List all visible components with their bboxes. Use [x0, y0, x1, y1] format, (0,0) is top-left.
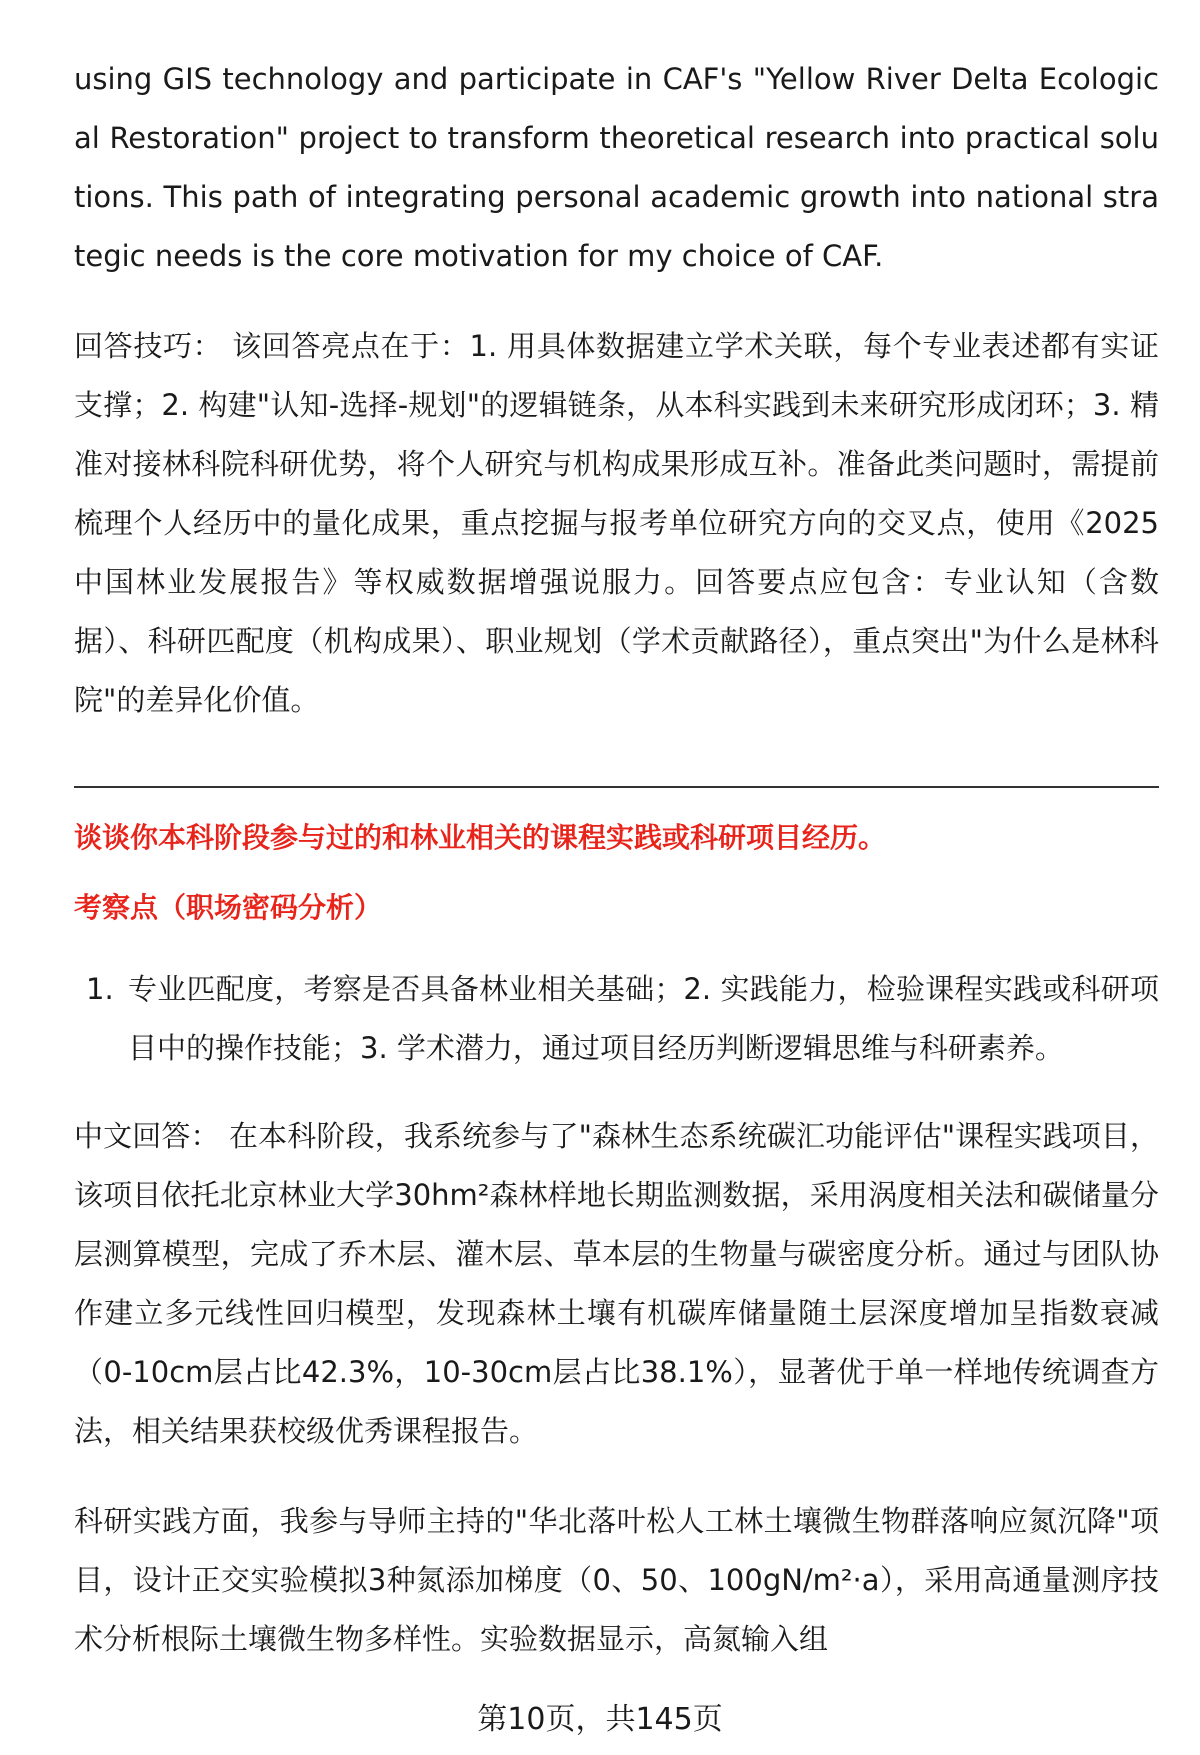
question-heading: 谈谈你本科阶段参与过的和林业相关的课程实践或科研项目经历。 [74, 821, 887, 854]
exam-point-number: 1. [86, 972, 114, 1006]
section-divider [74, 786, 1159, 788]
chinese-answer-paragraph: 中文回答： 在本科阶段，我系统参与了"森林生态系统碳汇功能评估"课程实践项目，该项目依托北京林业大学30hm²森林样地长期监测数据，采用涡度相关法和碳储量分层测算模型，完成了乔木层、灌木层、草本层的生物量与碳密度分析。通过与团队协作建立多元线性回归模型，发现森林土壤有机碳库储量随土层深度增加呈指数衰减（0-10cm层占比42.3%，10-30cm层占比38.1%），显著优于单一样地传统调查方法，相关结果获校级优秀课程报告。 [74, 1119, 1159, 1448]
document-page [74, 0, 1159, 1755]
answer-tips-paragraph: 回答技巧： 该回答亮点在于：1. 用具体数据建立学术关联，每个专业表述都有实证支撑；2. 构建"认知-选择-规划"的逻辑链条，从本科实践到未来研究形成闭环；3. 精准对接林科院科研优势，将个人研究与机构成果形成互补。准备此类问题时，需提前梳理个人经历中的量化成果，重点挖掘与报考单位研究方向的交叉点，使用《2025中国林业发展报告》等权威数据增强说服力。回答要点应包含：专业认知（含数据）、科研匹配度（机构成果）、职业规划（学术贡献路径），重点突出"为什么是林科院"的差异化价值。 [74, 329, 1159, 717]
exam-point-text: 专业匹配度，考察是否具备林业相关基础；2. 实践能力，检验课程实践或科研项目中的操作技能；3. 学术潜力，通过项目经历判断逻辑思维与科研素养。 [128, 972, 1159, 1065]
page-number-footer: 第10页，共145页 [477, 1702, 723, 1737]
exam-points-list [74, 960, 1159, 1078]
exam-point-item [74, 960, 1159, 1078]
research-practice-paragraph: 科研实践方面，我参与导师主持的"华北落叶松人工林土壤微生物群落响应氮沉降"项目，设计正交实验模拟3种氮添加梯度（0、50、100gN/m²·a），采用高通量测序技术分析根际土壤微生物多样性。实验数据显示，高氮输入组 [74, 1504, 1159, 1656]
intro-paragraph: using GIS technology and participate in CAF's "Yellow River Delta Ecological Restoration" project to transform theoretical research into practical solutions. This path of integrating personal academic growth into national strategic needs is the core motivation for my choice of CAF. [74, 62, 1159, 273]
exam-points-title: 考察点（职场密码分析） [74, 891, 383, 924]
